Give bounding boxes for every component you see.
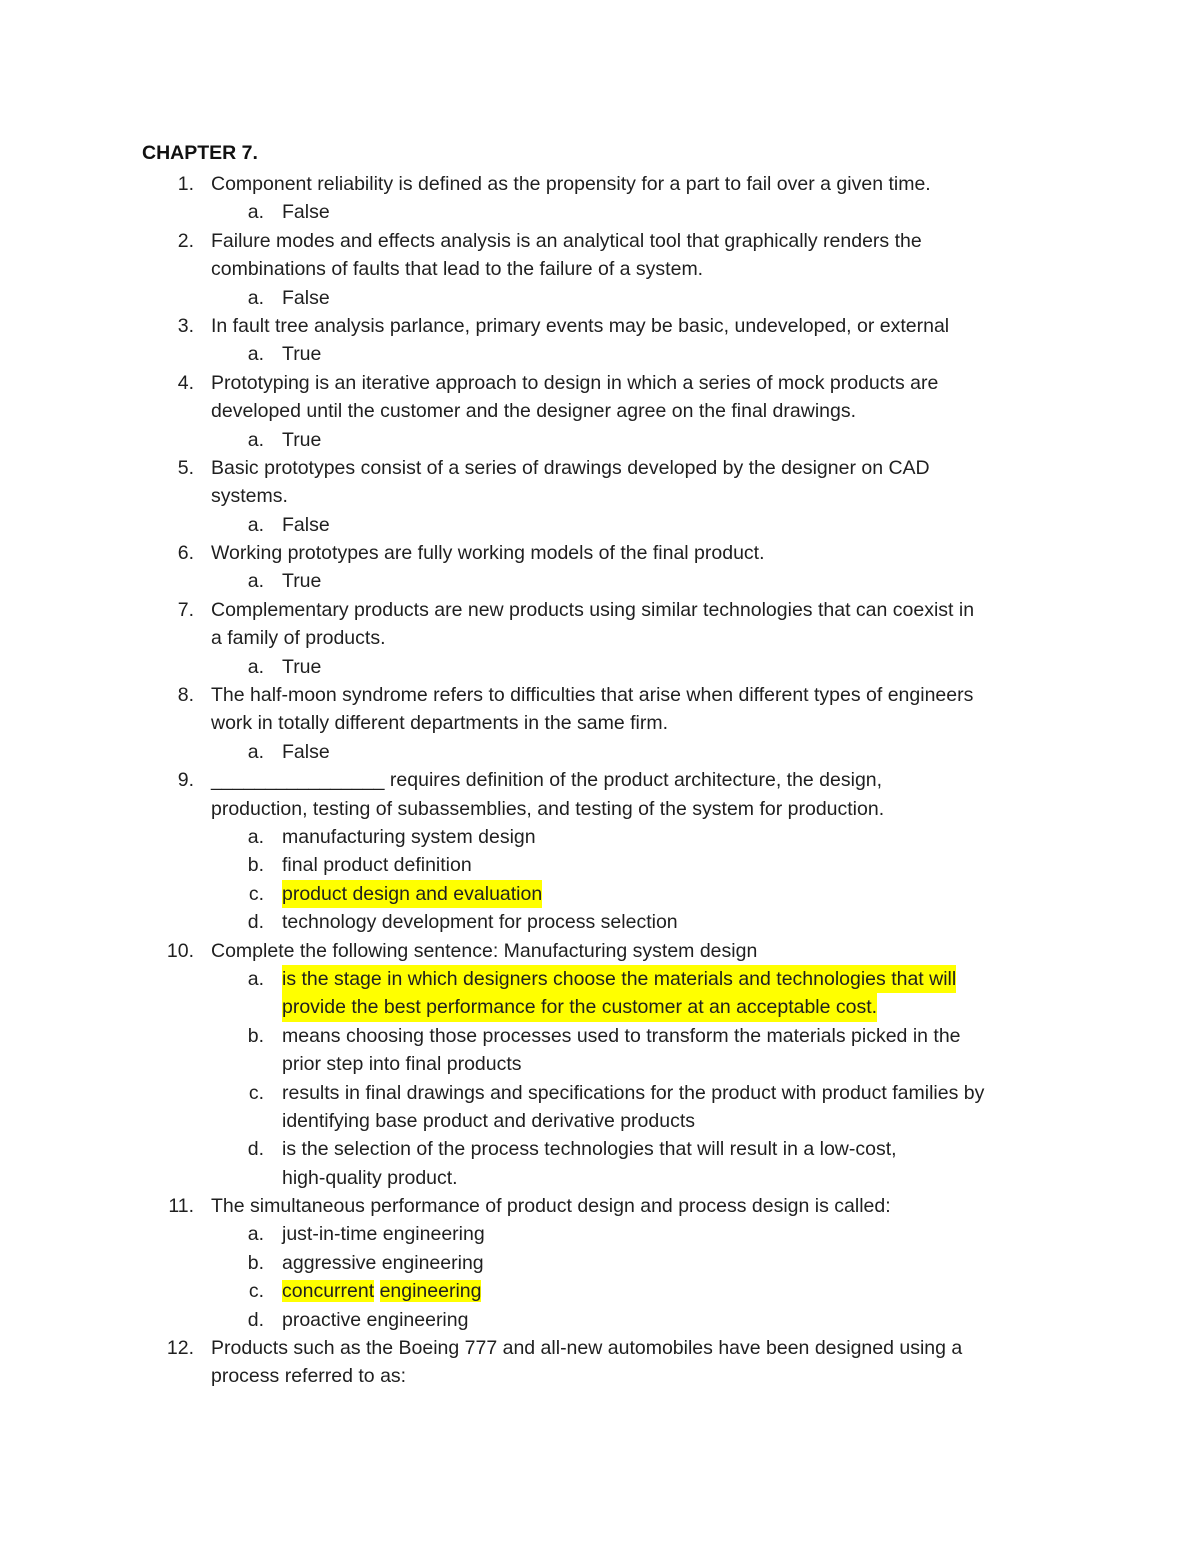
option-letter: a. — [247, 513, 264, 536]
answer-option — [0, 1249, 1200, 1277]
answer-continuation-highlighted — [0, 993, 1200, 1021]
option-letter: d. — [247, 1308, 264, 1331]
question-number: 1. — [177, 173, 194, 195]
question-7 — [0, 596, 1200, 624]
option-letter: a. — [247, 343, 264, 366]
question-1 — [0, 170, 1200, 198]
answer-option — [0, 198, 1200, 226]
option-text: manufacturing system design — [282, 825, 536, 848]
option-letter: d. — [247, 911, 264, 934]
question-number: 8. — [177, 684, 194, 707]
option-text: False — [282, 513, 330, 536]
option-text: False — [282, 286, 330, 309]
answer-continuation — [0, 1107, 1200, 1135]
option-letter: b. — [247, 1024, 264, 1047]
answer-continuation — [0, 1050, 1200, 1078]
option-text: aggressive engineering — [282, 1251, 484, 1274]
answer-option — [0, 1022, 1200, 1050]
option-text: identifying base product and derivative products — [282, 1109, 696, 1132]
question-12 — [0, 1334, 1200, 1362]
answer-continuation — [0, 1164, 1200, 1192]
option-letter: a. — [247, 570, 264, 593]
question-number: 4. — [177, 371, 194, 394]
option-text: False — [282, 201, 330, 224]
option-letter: c. — [248, 1081, 264, 1104]
answer-option — [0, 1079, 1200, 1107]
question-text: Complementary products are new products using similar technologies that can coexist in — [211, 598, 975, 621]
question-continuation — [0, 255, 1200, 283]
question-text: process referred to as: — [211, 1365, 407, 1388]
question-continuation — [0, 482, 1200, 510]
highlighted-answer — [282, 1277, 481, 1305]
question-continuation — [0, 709, 1200, 737]
option-text: True — [282, 343, 322, 366]
question-text: work in totally different departments in the same firm. — [211, 712, 669, 735]
option-text: prior step into final products — [282, 1053, 522, 1076]
option-text: results in final drawings and specifications for the product with product families by — [282, 1081, 985, 1104]
option-text: proactive engineering — [282, 1308, 469, 1331]
option-letter: a. — [247, 286, 264, 309]
question-text: ________________ requires definition of the product architecture, the design, — [211, 769, 883, 792]
option-text: True — [282, 428, 322, 451]
answer-option — [0, 340, 1200, 368]
option-letter: a. — [247, 825, 264, 848]
option-text: True — [282, 570, 322, 593]
question-continuation — [0, 397, 1200, 425]
question-number: 12. — [166, 1337, 194, 1360]
answer-option — [0, 284, 1200, 312]
answer-option — [0, 1220, 1200, 1248]
question-text: Prototyping is an iterative approach to design in which a series of mock products are — [211, 371, 939, 394]
question-continuation — [0, 624, 1200, 652]
highlighted-answer: product design and evaluation — [282, 880, 542, 908]
highlighted-answer: provide the best performance for the customer at an acceptable cost. — [282, 993, 877, 1021]
question-list — [0, 170, 1200, 1391]
option-text: high-quality product. — [282, 1166, 458, 1189]
option-letter: a. — [247, 655, 264, 678]
question-2 — [0, 227, 1200, 255]
answer-option-highlighted — [0, 965, 1200, 993]
option-text: False — [282, 740, 330, 763]
option-text: means choosing those processes used to transform the materials picked in the — [282, 1024, 961, 1047]
option-letter: a. — [247, 1223, 264, 1246]
question-11 — [0, 1192, 1200, 1220]
question-text: developed until the customer and the designer agree on the final drawings. — [211, 400, 857, 423]
question-continuation — [0, 795, 1200, 823]
option-text: is the selection of the process technologies that will result in a low-cost, — [282, 1138, 897, 1161]
question-text: production, testing of subassemblies, and testing of the system for production. — [211, 797, 885, 820]
answer-option — [0, 908, 1200, 936]
option-letter: b. — [247, 854, 264, 877]
question-6 — [0, 539, 1200, 567]
question-text: Failure modes and effects analysis is an analytical tool that graphically renders the — [211, 229, 922, 252]
question-9 — [0, 766, 1200, 794]
highlighted-word: engineering — [379, 1280, 482, 1303]
question-number: 6. — [177, 542, 194, 565]
option-text: just-in-time engineering — [282, 1223, 485, 1246]
question-text: In fault tree analysis parlance, primary events may be basic, undeveloped, or external — [211, 314, 950, 337]
question-continuation — [0, 1362, 1200, 1390]
option-letter: c. — [248, 1280, 264, 1303]
option-text: final product definition — [282, 854, 472, 877]
question-number: 2. — [177, 229, 194, 252]
option-text: technology development for process selection — [282, 911, 678, 934]
question-number: 3. — [177, 314, 194, 337]
question-text: a family of products. — [211, 627, 386, 650]
question-number: 5. — [177, 456, 194, 479]
answer-option — [0, 567, 1200, 595]
question-number: 11. — [168, 1195, 194, 1218]
question-4 — [0, 369, 1200, 397]
option-letter: a. — [247, 740, 264, 763]
answer-option — [0, 426, 1200, 454]
answer-option — [0, 851, 1200, 879]
question-3 — [0, 312, 1200, 340]
question-5 — [0, 454, 1200, 482]
question-text: systems. — [211, 485, 288, 508]
answer-option — [0, 823, 1200, 851]
question-8 — [0, 681, 1200, 709]
question-text: The simultaneous performance of product design and process design is called: — [211, 1195, 891, 1218]
question-text: The half-moon syndrome refers to difficulties that arise when different types of engineers — [211, 684, 974, 707]
question-text: Products such as the Boeing 777 and all-new automobiles have been designed using a — [211, 1337, 963, 1360]
answer-option — [0, 738, 1200, 766]
option-letter: a. — [247, 201, 264, 224]
question-text: Working prototypes are fully working models of the final product. — [211, 542, 765, 565]
question-number: 7. — [177, 598, 194, 621]
question-number: 10. — [166, 939, 194, 962]
answer-option — [0, 653, 1200, 681]
question-10 — [0, 937, 1200, 965]
answer-option-highlighted — [0, 880, 1200, 908]
option-letter: a. — [247, 967, 264, 990]
answer-option — [0, 511, 1200, 539]
answer-option — [0, 1135, 1200, 1163]
highlighted-answer: is the stage in which designers choose the materials and technologies that will — [282, 965, 956, 993]
option-letter: c. — [248, 882, 264, 905]
option-letter: a. — [247, 428, 264, 451]
option-text: True — [282, 655, 322, 678]
answer-option — [0, 1306, 1200, 1334]
question-text: Basic prototypes consist of a series of drawings developed by the designer on CAD — [211, 456, 930, 479]
option-letter: b. — [247, 1251, 264, 1274]
question-text: combinations of faults that lead to the failure of a system. — [211, 258, 704, 281]
question-text: Component reliability is defined as the propensity for a part to fail over a given time. — [211, 173, 931, 195]
option-letter: d. — [247, 1138, 264, 1161]
question-number: 9. — [177, 769, 194, 792]
highlighted-word: concurrent — [282, 1280, 375, 1303]
answer-option-highlighted — [0, 1277, 1200, 1305]
question-text: Complete the following sentence: Manufacturing system design — [211, 939, 758, 962]
chapter-title: CHAPTER 7. — [142, 142, 258, 164]
